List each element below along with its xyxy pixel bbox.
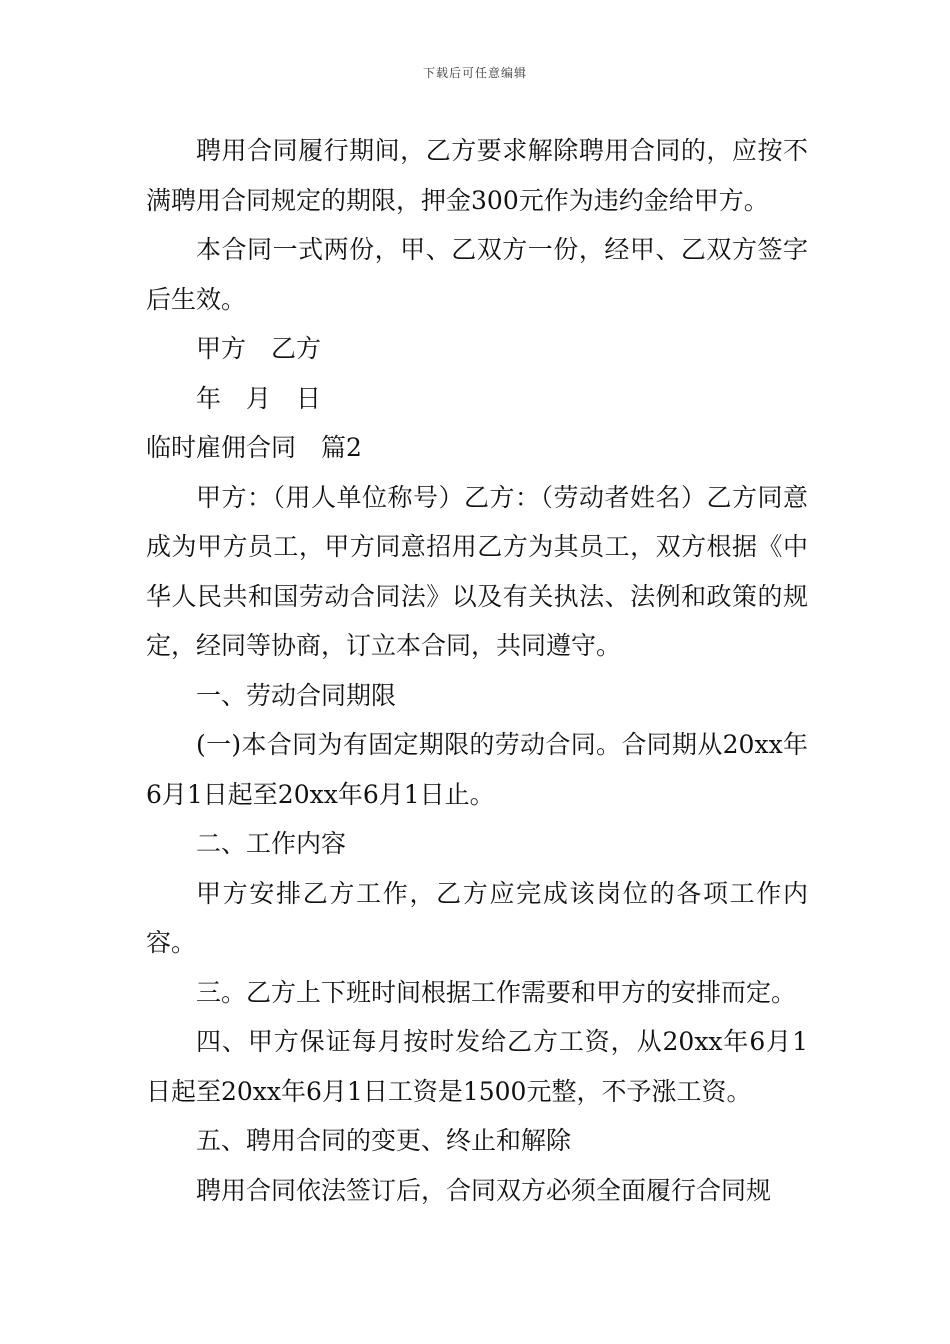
paragraph-contract-period: (一)本合同为有固定期限的劳动合同。合同期从20xx年6月1日起至20xx年6月1日止。	[146, 730, 808, 809]
paragraph-work-assignment: 甲方安排乙方工作，乙方应完成该岗位的各项工作内容。	[146, 878, 808, 957]
section-title-contract-2: 临时雇佣合同 篇2	[146, 433, 362, 462]
paragraph-wages: 四、甲方保证每月按时发给乙方工资，从20xx年6月1日起至20xx年6月1日工资是1500元整，不予涨工资。	[146, 1027, 808, 1106]
heading-work-content: 二、工作内容	[196, 829, 347, 858]
paragraph-termination-penalty: 聘用合同履行期间，乙方要求解除聘用合同的，应按不满聘用合同规定的期限，押金300元作为违约金给甲方。	[146, 136, 808, 215]
paragraph-parties-intro: 甲方：（用人单位称号）乙方：（劳动者姓名）乙方同意成为甲方员工，甲方同意招用乙方为其员工，双方根据《中华人民共和国劳动合同法》以及有关执法、法例和政策的规定，经同等协商，订立本合同，共同遵守。	[146, 482, 808, 660]
paragraph-parties-signature: 甲方 乙方	[196, 334, 322, 363]
page-header-note: 下载后可任意编辑	[422, 66, 527, 80]
paragraph-date-line: 年 月 日	[196, 383, 322, 413]
heading-contract-changes: 五、聘用合同的变更、终止和解除	[196, 1126, 572, 1155]
paragraph-contract-performance: 聘用合同依法签订后，合同双方必须全面履行合同规	[196, 1175, 772, 1205]
paragraph-work-hours: 三。乙方上下班时间根据工作需要和甲方的安排而定。	[196, 977, 797, 1007]
paragraph-copies: 本合同一式两份，甲、乙双方一份，经甲、乙双方签字后生效。	[146, 235, 808, 314]
heading-contract-term: 一、劳动合同期限	[196, 680, 397, 710]
document-body	[146, 126, 808, 1215]
